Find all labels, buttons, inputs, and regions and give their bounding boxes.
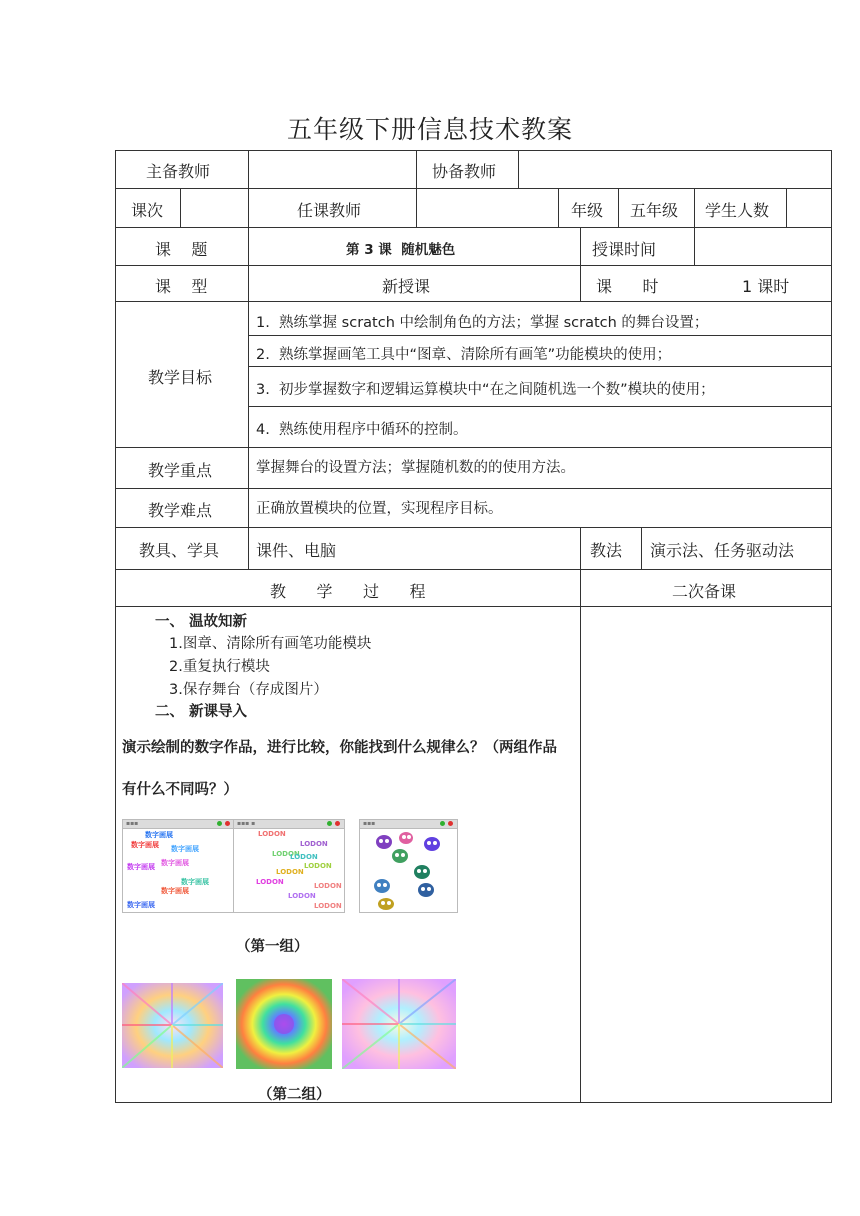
key-point-value: 掌握舞台的设置方法；掌握随机数的的使用方法。 xyxy=(256,460,575,476)
method-label: 教法 xyxy=(590,541,623,560)
hours-label: 课 时 xyxy=(596,277,659,296)
review-item-1: 1.图章、清除所有画笔功能模块 xyxy=(169,636,372,652)
thumbnail-lodon-text: ▪▪▪ ▪ LODON LODON LODON LODON LODON LODON LODON LODON LODON LODON xyxy=(233,819,345,913)
thumbnail-radial-art-3 xyxy=(342,979,456,1069)
tools-label: 教具、学具 xyxy=(139,541,220,560)
thumbnail-radial-art-1 xyxy=(122,983,223,1068)
type-label: 课 型 xyxy=(155,277,208,296)
section-intro-heading: 二、 新课导入 xyxy=(155,704,248,720)
tools-value: 课件、电脑 xyxy=(256,541,337,560)
lead-teacher-label: 主备教师 xyxy=(146,162,211,181)
section-review-heading: 一、 温故知新 xyxy=(155,614,248,630)
thumbnail-digital-art-1: ▪▪▪ 数字画展 数字画展 数字画展 数字画展 数字画展 数字画展 数字画展 数字画展 xyxy=(122,819,235,913)
goals-label: 教学目标 xyxy=(148,368,213,387)
intro-line-1: 演示绘制的数字作品，进行比较，你能找到什么规律么？（两组作品 xyxy=(122,740,557,756)
goal-item-1: 1. 熟练掌握 scratch 中绘制角色的方法；掌握 scratch 的舞台设置； xyxy=(256,315,709,331)
goal-item-4: 4. 熟练使用程序中循环的控制。 xyxy=(256,422,468,438)
lesson-no-label: 课次 xyxy=(131,201,164,220)
type-value: 新授课 xyxy=(382,277,431,296)
document-title: 五年级下册信息技术教案 xyxy=(286,115,573,144)
topic-value: 第 3 课 随机魅色 xyxy=(346,242,456,258)
difficulty-value: 正确放置模块的位置，实现程序目标。 xyxy=(256,501,503,517)
students-label: 学生人数 xyxy=(705,201,770,220)
time-label: 授课时间 xyxy=(592,240,657,259)
review-item-3: 3.保存舞台（存成图片） xyxy=(169,682,328,698)
goal-item-3: 3. 初步掌握数字和逻辑运算模块中“在之间随机选一个数”模块的使用； xyxy=(256,382,715,398)
method-value: 演示法、任务驱动法 xyxy=(650,541,795,560)
group2-caption: （第二组） xyxy=(258,1087,331,1103)
co-teacher-label: 协备教师 xyxy=(432,162,497,181)
grade-value: 五年级 xyxy=(630,201,679,220)
hours-value: 1 课时 xyxy=(742,277,790,296)
topic-label: 课 题 xyxy=(155,240,208,259)
group1-caption: （第一组） xyxy=(236,939,309,955)
thumbnail-radial-art-2 xyxy=(236,979,332,1069)
difficulty-label: 教学难点 xyxy=(148,501,213,520)
goal-item-2: 2. 熟练掌握画笔工具中“图章、清除所有画笔”功能模块的使用； xyxy=(256,347,672,363)
intro-line-2: 有什么不同吗？） xyxy=(122,782,238,798)
teacher-label: 任课教师 xyxy=(297,201,362,220)
key-point-label: 教学重点 xyxy=(148,461,213,480)
review-header: 二次备课 xyxy=(672,582,737,601)
thumbnail-monster-sprites: ▪▪▪ xyxy=(359,819,458,913)
grade-label: 年级 xyxy=(571,201,604,220)
process-header: 教 学 过 程 xyxy=(270,582,426,601)
review-item-2: 2.重复执行模块 xyxy=(169,659,270,675)
